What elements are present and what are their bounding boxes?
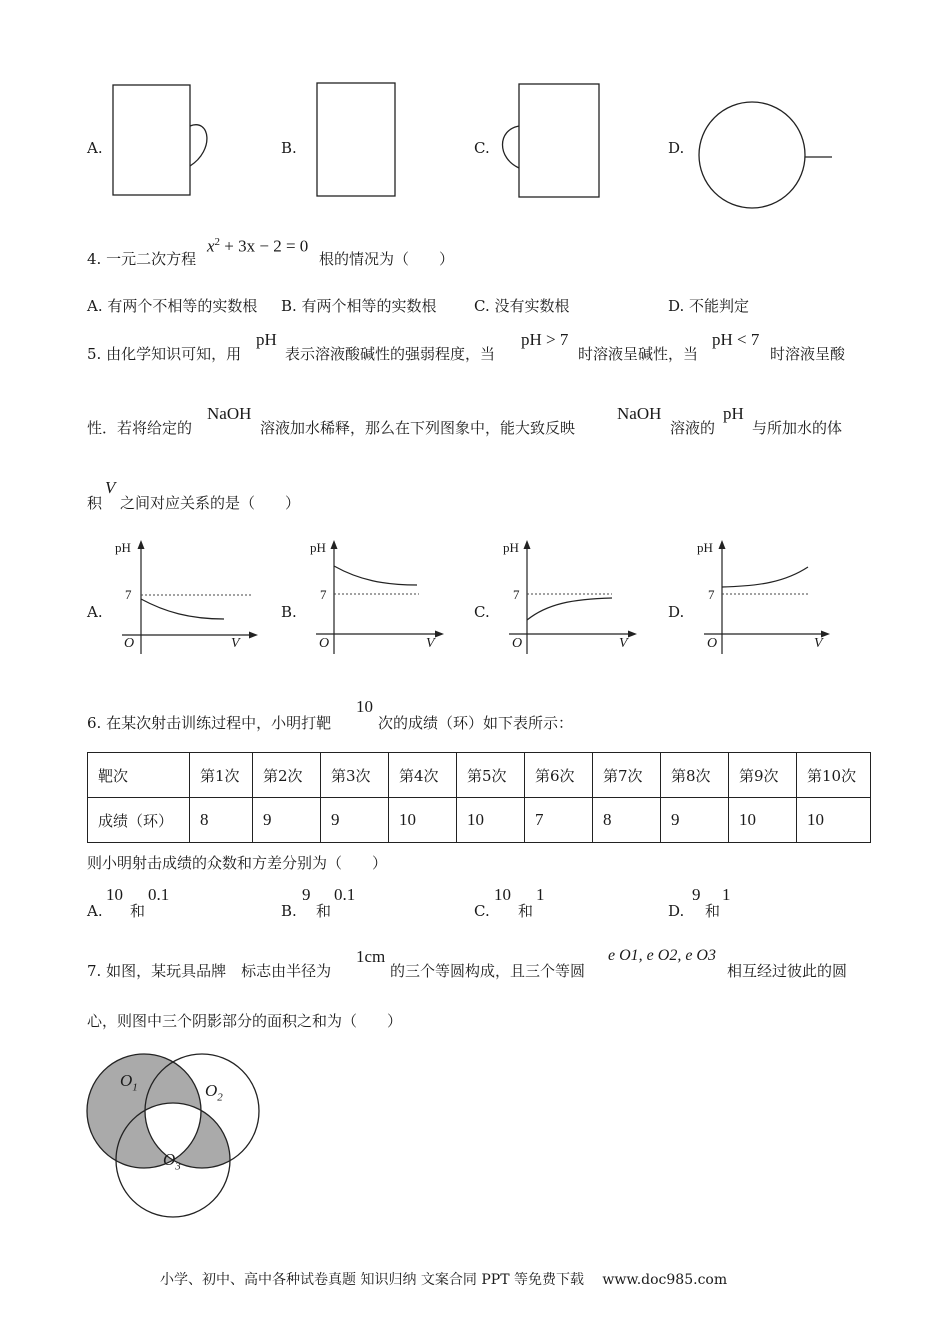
table-cell: 8	[593, 798, 661, 843]
q5-graph-d-tick: 7	[708, 587, 715, 602]
q5-line2-c: 溶液的	[670, 419, 716, 437]
q5-line1-b: 表示溶液酸碱性的强弱程度，当	[285, 345, 496, 363]
q6-option-b-mode: 9	[302, 885, 311, 904]
q6-option-b-and: 和	[316, 902, 332, 920]
q5-graph-d-xlabel: V	[814, 636, 823, 651]
q5-graph-b-ylabel: pH	[310, 540, 326, 555]
q5-ph-symbol-2: pH	[723, 404, 744, 423]
q5-graph-b-origin: O	[319, 636, 330, 651]
q6-option-a-and: 和	[130, 902, 146, 920]
q5-graph-b-label: B.	[281, 603, 297, 621]
q5-graph-a-origin: O	[124, 636, 135, 651]
q5-line3-a: 积	[87, 494, 103, 512]
table-cell: 10	[729, 798, 797, 843]
q5-line2-b: 溶液加水稀释，那么在下列图象中，能大致反映	[260, 419, 576, 437]
q5-graph-a-xlabel: V	[231, 636, 240, 651]
q5-graph-d-label: D.	[668, 603, 685, 621]
q5-graph-c-origin: O	[512, 636, 523, 651]
table-header-cell: 第7次	[593, 753, 661, 798]
q5-graph-a-tick: 7	[125, 587, 132, 602]
q4-option-a: A. 有两个不相等的实数根	[87, 297, 258, 315]
q5-naoh-2: NaOH	[617, 404, 662, 423]
q6-option-c-and: 和	[518, 902, 534, 920]
q5-ph-lt-7: pH < 7	[712, 330, 760, 349]
q6-count: 10	[356, 697, 373, 716]
table-cell: 8	[190, 798, 253, 843]
table-row-label: 成绩（环）	[88, 798, 190, 843]
q4-option-c: C. 没有实数根	[474, 297, 570, 315]
q7-circles-notation: e O1, e O2, e O3	[608, 947, 716, 964]
table-cell: 10	[797, 798, 871, 843]
q6-option-d-letter: D.	[668, 902, 685, 920]
q6-question: 则小明射击成绩的众数和方差分别为（ ）	[87, 854, 388, 872]
q5-naoh-1: NaOH	[207, 404, 252, 423]
table-row	[88, 753, 871, 798]
q5-line1-d: 时溶液呈酸	[770, 345, 846, 363]
table-header-cell: 第1次	[190, 753, 253, 798]
q4-equation: $x^2 + 3x - 2 = 0$	[207, 236, 309, 256]
q5-graph-b-tick: 7	[320, 587, 327, 602]
q6-option-b-variance: 0.1	[334, 885, 356, 904]
q6-option-b-letter: B.	[281, 902, 297, 920]
q7-label-o2: $O_2$	[205, 1081, 223, 1104]
table-cell: 10	[389, 798, 457, 843]
q5-graph-c-ylabel: pH	[503, 540, 519, 555]
q5-graph-c-tick: 7	[513, 587, 520, 602]
q6-option-d-variance: 1	[722, 885, 731, 904]
q3-figure-a	[100, 80, 230, 200]
q7-line1-a: 7. 如图，某玩具品牌 标志由半径为	[87, 962, 332, 980]
table-header-cell: 第6次	[525, 753, 593, 798]
q3-option-b-label: B.	[281, 139, 297, 157]
q7-three-circles-figure	[80, 1030, 270, 1220]
q6-suffix: 次的成绩（环）如下表所示：	[378, 714, 574, 732]
q6-option-d-and: 和	[705, 902, 721, 920]
q3-option-c-label: C.	[474, 139, 490, 157]
table-cell: 9	[661, 798, 729, 843]
q4-suffix: 根的情况为（ ）	[319, 250, 455, 268]
q5-graph-a-label: A.	[87, 603, 103, 621]
table-header-cell: 第8次	[661, 753, 729, 798]
q6-option-c-mode: 10	[494, 885, 511, 904]
q7-radius: 1cm	[356, 947, 386, 966]
q6-option-a-mode: 10	[106, 885, 123, 904]
q5-ph-symbol: pH	[256, 330, 277, 349]
table-header-cell: 第5次	[457, 753, 525, 798]
q5-line1-c: 时溶液呈碱性，当	[578, 345, 699, 363]
q5-graph-c-xlabel: V	[619, 636, 628, 651]
q3-option-a-label: A.	[87, 139, 103, 157]
page-footer: 小学、初中、高中各种试卷真题 知识归纳 文案合同 PPT 等免费下载 www.doc985.com	[160, 1272, 728, 1288]
table-header-cell: 第10次	[797, 753, 871, 798]
q6-option-d-mode: 9	[692, 885, 701, 904]
q5-line1-a: 5. 由化学知识可知，用	[87, 345, 242, 363]
q5-graph-b-xlabel: V	[426, 636, 435, 651]
q6-option-c-letter: C.	[474, 902, 490, 920]
q5-graph-d-ylabel: pH	[697, 540, 713, 555]
q6-option-a-variance: 0.1	[148, 885, 170, 904]
q7-label-o1: $O_1$	[120, 1071, 138, 1094]
table-cell: 10	[457, 798, 525, 843]
q3-figure-c	[495, 80, 615, 200]
q3-figure-b	[300, 80, 410, 200]
q3-option-d-label: D.	[668, 139, 685, 157]
q5-v-symbol: V	[105, 478, 116, 497]
q5-line3-b: 之间对应关系的是（ ）	[120, 494, 301, 512]
q5-line2-d: 与所加水的体	[752, 419, 843, 437]
q5-graph-c-label: C.	[474, 603, 490, 621]
q4-prefix: 4. 一元二次方程	[87, 250, 197, 268]
q4-option-b: B. 有两个相等的实数根	[281, 297, 437, 315]
q7-line2: 心，则图中三个阴影部分的面积之和为（ ）	[87, 1012, 403, 1030]
q6-prefix: 6. 在某次射击训练过程中，小明打靶	[87, 714, 332, 732]
table-header-cell: 第3次	[321, 753, 389, 798]
table-cell: 9	[321, 798, 389, 843]
q6-option-a-letter: A.	[87, 902, 103, 920]
q5-ph-gt-7: pH > 7	[521, 330, 569, 349]
q6-score-table	[87, 752, 871, 843]
q7-line1-b: 的三个等圆构成，且三个等圆	[390, 962, 586, 980]
q3-figure-d	[695, 85, 845, 210]
q5-graph-d-origin: O	[707, 636, 718, 651]
table-header-cell: 第4次	[389, 753, 457, 798]
q6-option-c-variance: 1	[536, 885, 545, 904]
q7-label-o3: $O_3$	[163, 1150, 181, 1173]
table-cell: 7	[525, 798, 593, 843]
table-row	[88, 798, 871, 843]
table-header-label: 靶次	[88, 753, 190, 798]
table-cell: 9	[253, 798, 321, 843]
table-header-cell: 第2次	[253, 753, 321, 798]
q7-line1-c: 相互经过彼此的圆	[727, 962, 848, 980]
table-header-cell: 第9次	[729, 753, 797, 798]
q5-line2-a: 性．若将给定的	[87, 419, 193, 437]
q5-graph-a-ylabel: pH	[115, 540, 131, 555]
q4-option-d: D. 不能判定	[668, 297, 750, 315]
